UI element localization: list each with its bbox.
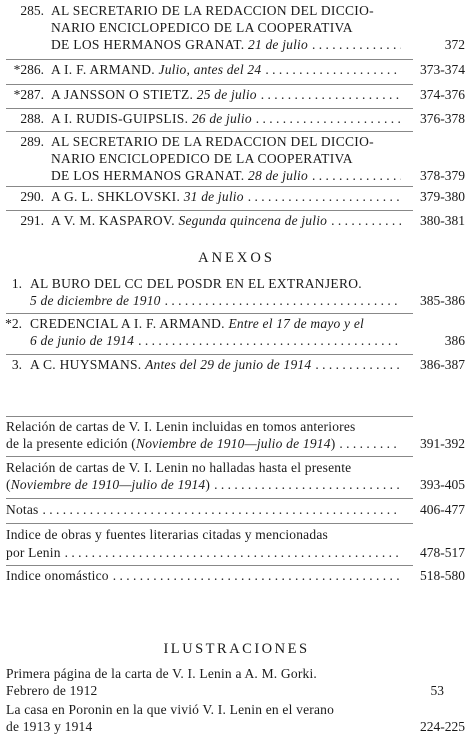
entry-last-line	[51, 111, 407, 128]
entry-last-line	[6, 568, 407, 585]
entry-last-line	[6, 502, 407, 519]
entry-last-line	[51, 213, 407, 230]
dot-leader	[339, 436, 401, 453]
page-reference: 406-477	[420, 502, 465, 517]
entry-date: 25 de julio	[196, 87, 257, 102]
entry-text: de la presente edición (	[6, 436, 136, 451]
entry-date: Segunda quincena de julio	[178, 213, 328, 228]
entry-title-tail: DE LOS HERMANOS GRANAT.	[51, 168, 245, 183]
entry-last-line	[6, 683, 407, 700]
entry-title: A I. RUDIS-GUIPSLIS.	[51, 111, 189, 126]
section-heading-ilustraciones: ILUSTRACIONES	[163, 641, 310, 657]
entry-date-end: 6 de junio de 1914	[30, 333, 135, 348]
entry-number: 285.	[20, 3, 44, 18]
entry-title-line: NARIO ENCICLOPEDICO DE LA COOPERATIVA	[51, 20, 353, 35]
entry-text-close: )	[205, 477, 211, 492]
page-reference: 372	[444, 37, 465, 52]
entry-last-line	[30, 293, 407, 310]
entry-text: Indice onomástico	[6, 568, 109, 583]
entry-text: Notas	[6, 502, 39, 517]
entry-title-line: NARIO ENCICLOPEDICO DE LA COOPERATIVA	[51, 151, 353, 166]
entry-number: 288.	[20, 111, 44, 126]
divider	[6, 523, 413, 524]
page-reference: 378-379	[420, 168, 465, 183]
entry-last-line	[30, 333, 407, 350]
entry-last-line	[51, 168, 407, 185]
entry-last-line	[51, 189, 407, 206]
entry-title-line: AL BURO DEL CC DEL POSDR EN EL EXTRANJERO.	[30, 276, 362, 291]
dot-leader	[65, 545, 401, 562]
entry-date-start: Entre el 17 de mayo y el	[228, 316, 364, 331]
entry-last-line	[6, 719, 407, 736]
page-reference: 391-392	[420, 436, 465, 451]
entry-number: *287.	[13, 87, 44, 102]
divider	[6, 131, 413, 132]
dot-leader	[43, 502, 402, 519]
entry-title: A JANSSON O STIETZ.	[51, 87, 194, 102]
entry-title: A C. HUYSMANS.	[30, 357, 142, 372]
entry-date: Antes del 29 de junio de 1914	[145, 357, 312, 372]
entry-number: 291.	[20, 213, 44, 228]
divider	[6, 108, 413, 109]
dot-leader	[256, 111, 401, 128]
entry-date: Julio, antes del 24	[158, 62, 262, 77]
dot-leader	[315, 357, 401, 374]
dot-leader	[261, 87, 401, 104]
dot-leader	[331, 213, 401, 230]
divider	[6, 354, 413, 355]
entry-date: Noviembre de 1910—julio de 1914	[10, 477, 206, 492]
entry-date: 26 de julio	[191, 111, 252, 126]
entry-date: Noviembre de 1910—julio de 1914	[136, 436, 331, 451]
page-reference: 380-381	[420, 213, 465, 228]
entry-text: (	[6, 477, 11, 492]
page-reference: 379-380	[420, 189, 465, 204]
entry-text: Febrero de 1912	[6, 683, 98, 698]
entry-title-line: Relación de cartas de V. I. Lenin incluidas en tomos anteriores	[6, 419, 356, 434]
divider	[6, 565, 413, 566]
divider	[6, 210, 413, 211]
entry-last-line	[51, 87, 407, 104]
page-reference: 224-225	[420, 719, 465, 734]
entry-text: de 1913 y 1914	[6, 719, 93, 734]
entry-number: 290.	[20, 189, 44, 204]
entry-number: 289.	[20, 134, 44, 149]
entry-date: 21 de julio	[248, 37, 308, 52]
entry-title: A I. F. ARMAND.	[51, 62, 155, 77]
entry-title-line: Primera página de la carta de V. I. Lenin a A. M. Gorki.	[6, 666, 317, 681]
entry-title: CREDENCIAL A I. F. ARMAND.	[30, 316, 225, 331]
dot-leader	[248, 189, 401, 206]
entry-title-line: La casa en Poronin en la que vivió V. I. Lenin en el verano	[6, 702, 335, 717]
entry-date: 31 de julio	[183, 189, 244, 204]
divider	[6, 84, 413, 85]
entry-last-line	[51, 37, 407, 54]
divider	[6, 313, 413, 314]
dot-leader	[165, 293, 401, 310]
dot-leader	[138, 333, 401, 350]
entry-last-line	[6, 436, 407, 453]
page-reference: 386	[444, 333, 465, 348]
divider	[6, 186, 413, 187]
entry-title-line: AL SECRETARIO DE LA REDACCION DEL DICCIO-	[51, 3, 374, 18]
page-reference: 373-374	[420, 62, 465, 77]
page-reference: 53	[430, 683, 444, 698]
entry-date: 28 de julio	[248, 168, 308, 183]
dot-leader	[265, 62, 401, 79]
page-reference: 385-386	[420, 293, 465, 308]
page-reference: 393-405	[420, 477, 465, 492]
page-reference: 376-378	[420, 111, 465, 126]
entry-title-line: Relación de cartas de V. I. Lenin no halladas hasta el presente	[6, 460, 352, 475]
dot-leader	[312, 37, 401, 54]
entry-last-line	[6, 545, 407, 562]
entry-title-line	[30, 316, 407, 333]
entry-title-line: Indice de obras y fuentes literarias citadas y mencionadas	[6, 527, 328, 542]
dot-leader	[214, 477, 401, 494]
dot-leader	[113, 568, 401, 585]
entry-title-line: AL SECRETARIO DE LA REDACCION DEL DICCIO-	[51, 134, 374, 149]
divider	[6, 59, 413, 60]
entry-last-line	[51, 62, 407, 79]
entry-date: 5 de diciembre de 1910	[30, 293, 161, 308]
section-heading-anexos: ANEXOS	[198, 250, 275, 266]
page-reference: 518-580	[420, 568, 465, 583]
page-reference: 386-387	[420, 357, 465, 372]
entry-text: por Lenin	[6, 545, 61, 560]
entry-number: 1.	[11, 276, 22, 291]
entry-last-line	[30, 357, 407, 374]
entry-number: *2.	[5, 316, 22, 331]
entry-title: A V. M. KASPAROV.	[51, 213, 175, 228]
page-reference: 478-517	[420, 545, 465, 560]
entry-title: A G. L. SHKLOVSKI.	[51, 189, 181, 204]
page-reference: 374-376	[420, 87, 465, 102]
entry-number: 3.	[11, 357, 22, 372]
entry-last-line	[6, 477, 407, 494]
divider	[6, 498, 413, 499]
dot-leader	[312, 168, 401, 185]
entry-title-tail: DE LOS HERMANOS GRANAT.	[51, 37, 245, 52]
divider	[6, 416, 413, 417]
entry-text-close: )	[330, 436, 336, 451]
entry-number: *286.	[13, 62, 44, 77]
divider	[6, 456, 413, 457]
